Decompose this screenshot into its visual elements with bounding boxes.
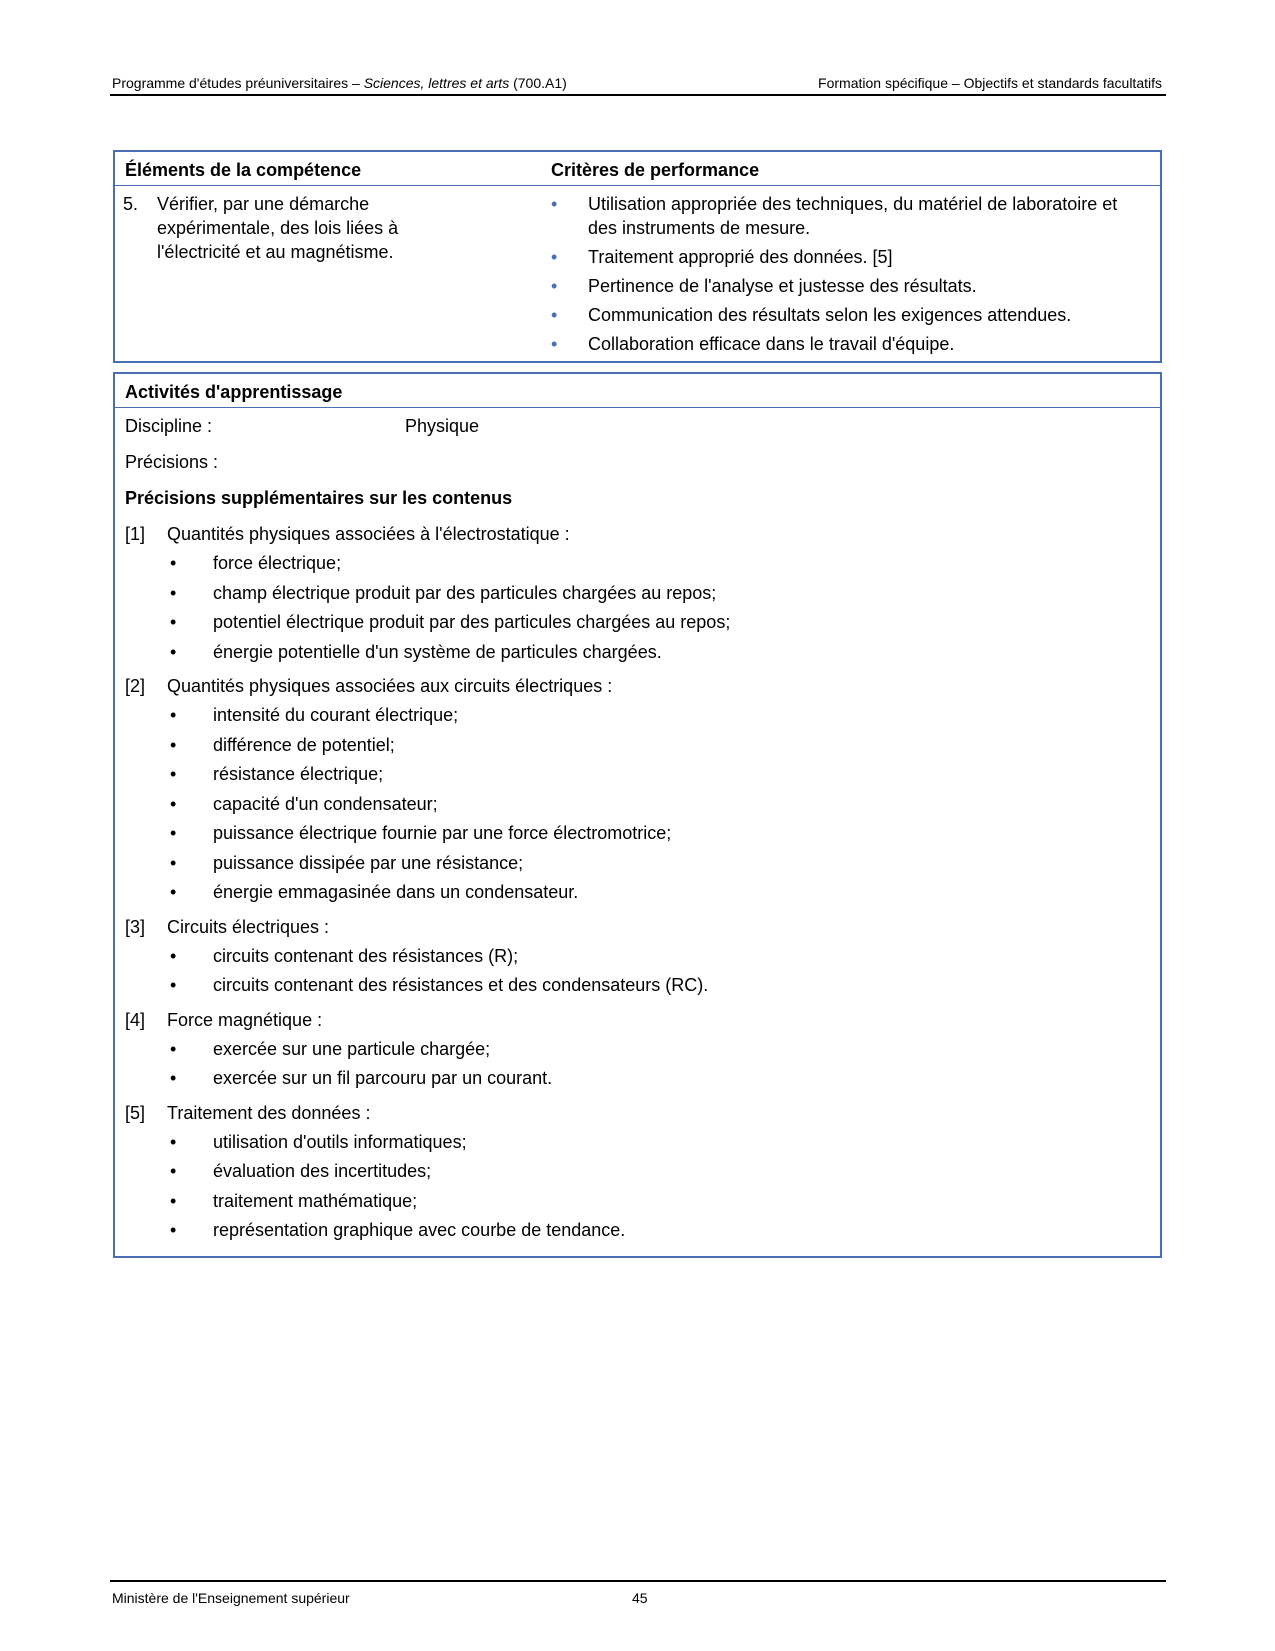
section-title: Force magnétique : (167, 1009, 323, 1030)
section-number: [5] (125, 1102, 146, 1123)
bullet-icon: • (170, 823, 177, 843)
list-item: • puissance électrique fournie par une force électromotrice; (170, 823, 672, 843)
criteria-header: Critères de performance (551, 160, 760, 180)
activities-title: Activités d'apprentissage (125, 382, 343, 402)
bullet-icon: • (170, 1038, 177, 1059)
competence-table-header (115, 152, 1160, 186)
list-item: • évaluation des incertitudes; (170, 1161, 432, 1181)
footer-ministry: Ministère de l'Enseignement supérieur (112, 1590, 350, 1606)
bullet-icon: • (551, 334, 558, 354)
list-item: • différence de potentiel; (170, 734, 395, 755)
bullet-icon: • (170, 705, 177, 725)
page-header (110, 76, 1166, 96)
discipline-row (125, 414, 1125, 450)
page-number: 45 (632, 1590, 648, 1606)
precisions-label: Précisions : (125, 452, 219, 472)
bullet-icon: • (170, 734, 177, 755)
content-section (125, 1008, 1125, 1096)
bullet-icon: • (170, 852, 177, 873)
list-item: • intensité du courant électrique; (170, 705, 459, 725)
criteria-item: • Pertinence de l'analyse et justesse des résultats. (551, 276, 977, 296)
criteria-item: • Collaboration efficace dans le travail d'équipe. (551, 334, 955, 354)
section-title: Quantités physiques associées à l'électrostatique : (167, 524, 570, 544)
list-item: • circuits contenant des résistances (R); (170, 945, 519, 966)
bullet-icon: • (170, 1190, 177, 1211)
learning-activities (113, 372, 1162, 1258)
bullet-icon: • (170, 641, 177, 662)
criteria-item: • Traitement approprié des données. [5] (551, 247, 893, 267)
precisions-row (125, 450, 1125, 486)
bullet-icon: • (551, 276, 558, 296)
section-number: [4] (125, 1009, 146, 1030)
content-section (125, 522, 1125, 669)
discipline-value: Physique (405, 416, 480, 436)
section-title: Circuits électriques : (167, 916, 330, 937)
section-number: [1] (125, 524, 146, 544)
discipline-label: Discipline : (125, 416, 213, 436)
competence-table (113, 150, 1162, 363)
bullet-icon: • (551, 305, 558, 325)
bullet-icon: • (170, 945, 177, 966)
content-section (125, 915, 1125, 1003)
bullet-icon: • (170, 1068, 177, 1088)
criteria-item: • Communication des résultats selon les exigences attendues. (551, 305, 1072, 325)
list-item: • champ électrique produit par des particules chargées au repos; (170, 582, 717, 603)
bullet-icon: • (170, 793, 177, 814)
elements-header: Éléments de la compétence (125, 160, 362, 180)
bullet-icon: • (170, 553, 177, 573)
bullet-icon: • (170, 975, 177, 995)
list-item: • circuits contenant des résistances et des condensateurs (RC). (170, 975, 709, 995)
list-item: • exercée sur une particule chargée; (170, 1038, 491, 1059)
list-item: • potentiel électrique produit par des particules chargées au repos; (170, 612, 731, 632)
bullet-icon: • (170, 582, 177, 603)
bullet-icon: • (170, 764, 177, 784)
header-section: Formation spécifique – Objectifs et standards facultatifs (818, 75, 1162, 91)
bullet-icon: • (551, 194, 558, 214)
divider (115, 407, 1160, 408)
header-program: Programme d'études préuniversitaires – Sciences, lettres et arts (700.A1) (112, 75, 567, 91)
section-title: Traitement des données : (167, 1102, 371, 1123)
list-item: • force électrique; (170, 553, 342, 573)
list-item: • exercée sur un fil parcouru par un courant. (170, 1068, 553, 1088)
bullet-icon: • (170, 1161, 177, 1181)
supplementary-title: Précisions supplémentaires sur les contenus (125, 488, 513, 508)
criteria-list (551, 192, 1151, 361)
bullet-icon: • (170, 612, 177, 632)
element-number: 5. (123, 194, 139, 214)
content-section (125, 674, 1125, 910)
section-number: [3] (125, 916, 146, 937)
content-section (125, 1101, 1125, 1248)
list-item: • énergie emmagasinée dans un condensateur. (170, 882, 579, 902)
list-item: • résistance électrique; (170, 764, 384, 784)
criteria-item: • Utilisation appropriée des techniques, du matériel de laboratoire et des instruments de mesure. (551, 194, 1118, 238)
bullet-icon: • (170, 1220, 177, 1240)
page-footer (110, 1580, 1166, 1606)
section-title: Quantités physiques associées aux circuits électriques : (167, 676, 613, 696)
element-text: Vérifier, par une démarche expérimentale, des lois liées à l'électricité et au magnétisme. (157, 194, 399, 262)
section-number: [2] (125, 676, 146, 696)
list-item: • énergie potentielle d'un système de particules chargées. (170, 641, 662, 662)
list-item: • utilisation d'outils informatiques; (170, 1131, 467, 1152)
bullet-icon: • (551, 247, 558, 267)
bullet-icon: • (170, 1131, 177, 1152)
list-item: • traitement mathématique; (170, 1190, 418, 1211)
list-item: • puissance dissipée par une résistance; (170, 852, 524, 873)
bullet-icon: • (170, 882, 177, 902)
list-item: • représentation graphique avec courbe de tendance. (170, 1220, 626, 1240)
list-item: • capacité d'un condensateur; (170, 793, 438, 814)
competence-element (123, 192, 453, 264)
